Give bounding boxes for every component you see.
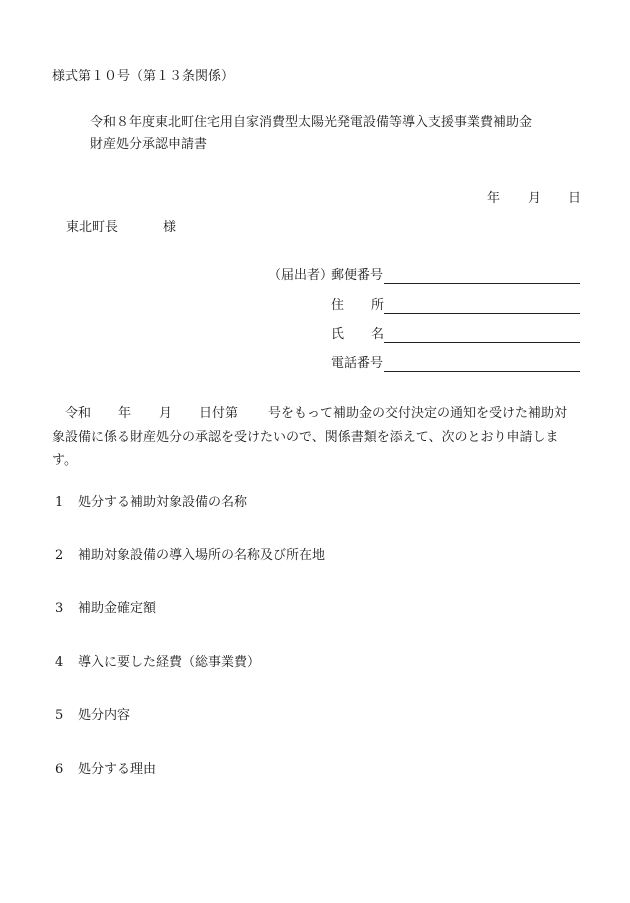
address-field[interactable] xyxy=(384,313,580,314)
item-number: 3 xyxy=(55,601,64,616)
date-year: 年 xyxy=(487,191,501,206)
addressee-honorific: 様 xyxy=(163,220,177,235)
body-era: 令和 xyxy=(65,406,92,421)
date-day: 日 xyxy=(568,191,582,206)
name-label-a: 氏 xyxy=(331,327,345,342)
applicant-label: （届出者） xyxy=(268,268,334,283)
postal-code-field[interactable] xyxy=(384,283,580,284)
address-label-b: 所 xyxy=(371,298,385,313)
date-month: 月 xyxy=(528,191,542,206)
body-line1-rest: 号をもって補助金の交付決定の通知を受けた補助対 xyxy=(268,406,568,421)
addressee-name: 東北町長 xyxy=(66,220,119,235)
item-text: 処分内容 xyxy=(78,708,131,723)
item-number: 4 xyxy=(55,655,64,670)
item-number: 5 xyxy=(55,708,64,723)
body-date-number: 日付第 xyxy=(199,406,239,421)
item-text: 補助対象設備の導入場所の名称及び所在地 xyxy=(78,548,326,563)
item-number: 6 xyxy=(55,762,64,777)
address-label-a: 住 xyxy=(331,298,345,313)
item-text: 導入に要した経費（総事業費） xyxy=(78,655,261,670)
body-line2: 象設備に係る財産処分の承認を受けたいので、関係書類を添えて、次のとおり申請しま xyxy=(52,430,559,445)
postal-code-label: 郵便番号 xyxy=(331,268,384,283)
name-field[interactable] xyxy=(384,342,580,343)
item-number: 2 xyxy=(55,548,64,563)
form-number: 様式第１０号（第１３条関係） xyxy=(52,69,235,84)
item-text: 処分する理由 xyxy=(78,762,157,777)
item-number: 1 xyxy=(55,495,64,510)
item-text: 補助金確定額 xyxy=(78,601,157,616)
body-year: 年 xyxy=(118,406,132,421)
phone-field[interactable] xyxy=(384,371,580,372)
body-month: 月 xyxy=(159,406,173,421)
name-label-b: 名 xyxy=(371,327,385,342)
form-title-line1: 令和８年度東北町住宅用自家消費型太陽光発電設備等導入支援事業費補助金 xyxy=(90,115,533,130)
form-title-line2: 財産処分承認申請書 xyxy=(90,137,208,152)
phone-label: 電話番号 xyxy=(331,356,384,371)
item-text: 処分する補助対象設備の名称 xyxy=(78,495,248,510)
body-line3: す。 xyxy=(52,453,77,468)
